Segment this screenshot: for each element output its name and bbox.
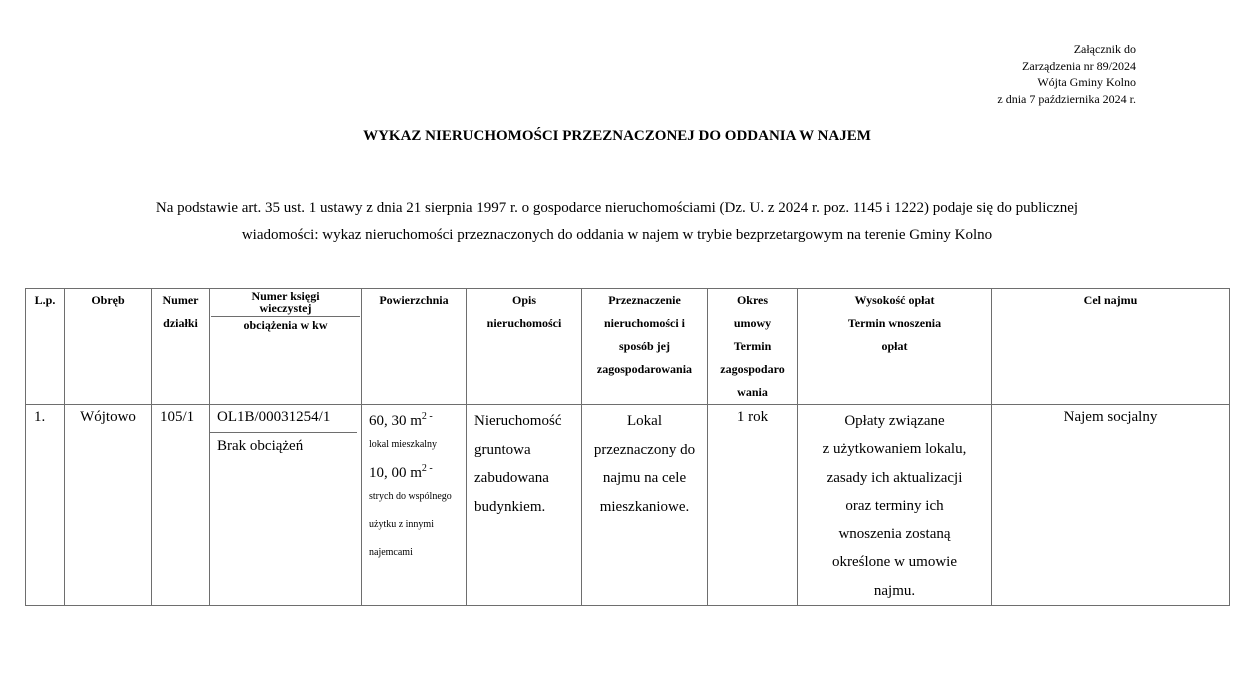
- header-cel: Cel najmu: [992, 289, 1230, 405]
- area-label: lokal mieszkalny: [369, 439, 438, 450]
- cell-okres: 1 rok: [708, 405, 798, 606]
- cell-powierzchnia: 60, 30 $m^{2 -}$ lokal mieszkalny 10, 00 $m^{2 -}$ strych do wspólnego użytku z innymi najemcami: [362, 405, 467, 606]
- property-table: [25, 288, 1230, 606]
- header-lp: L.p.: [26, 289, 65, 405]
- annex-line: Załącznik do: [1073, 42, 1136, 56]
- area-label: strych do wspólnego: [369, 491, 452, 502]
- header-ksiega-wieczysta: Numer księgi wieczystej obciążenia w kw: [210, 289, 362, 405]
- header-okres: Okres umowy Termin zagospodaro wania: [708, 289, 798, 405]
- cell-numer-dzialki: 105/1: [152, 405, 210, 606]
- cell-lp: 1.: [26, 405, 65, 606]
- cell-przeznaczenie: Lokal przeznaczony do najmu na cele mieszkaniowe.: [582, 405, 708, 606]
- header-numer-dzialki: Numer działki: [152, 289, 210, 405]
- area-label: użytku z innymi: [369, 519, 434, 530]
- area-value: 10, 00 m: [369, 465, 422, 481]
- document-title: WYKAZ NIERUCHOMOŚCI PRZEZNACZONEJ DO ODDANIA W NAJEM: [363, 128, 871, 144]
- header-obreb: Obręb: [65, 289, 152, 405]
- kw-obciazenia: Brak obciążeń: [217, 438, 304, 454]
- area-label: najemcami: [369, 547, 413, 558]
- annex-line: Zarządzenia nr 89/2024: [1022, 58, 1136, 73]
- cell-ksiega-wieczysta: [210, 405, 362, 606]
- table-header-row: [26, 289, 1230, 405]
- annex-line: z dnia 7 października 2024 r.: [997, 91, 1136, 106]
- table-row: [26, 405, 1230, 606]
- annex-note: [997, 41, 1136, 107]
- cell-opis: Nieruchomość gruntowa zabudowana budynkiem.: [467, 405, 582, 606]
- kw-number: OL1B/00031254/1: [210, 405, 357, 433]
- annex-line: Wójta Gminy Kolno: [1037, 75, 1136, 89]
- cell-cel: Najem socjalny: [992, 405, 1230, 606]
- header-oplaty: Wysokość opłat Termin wnoszenia opłat: [798, 289, 992, 405]
- header-przeznaczenie: Przeznaczenie nieruchomości i sposób jej zagospodarowania: [582, 289, 708, 405]
- intro-paragraph: [0, 195, 1234, 249]
- area-value: 60, 30 m: [369, 413, 422, 429]
- header-opis: Opis nieruchomości: [467, 289, 582, 405]
- header-powierzchnia: Powierzchnia: [362, 289, 467, 405]
- cell-obreb: Wójtowo: [65, 405, 152, 606]
- intro-line: Na podstawie art. 35 ust. 1 ustawy z dnia 21 sierpnia 1997 r. o gospodarce nieruchomościami (Dz. U. z 2024 r. poz. 1145 i 1222) podaje się do publicznej: [155, 200, 1079, 216]
- intro-line: wiadomości: wykaz nieruchomości przeznaczonych do oddania w najem w trybie bezprzetargowym na terenie Gminy Kolno: [241, 227, 993, 243]
- cell-oplaty: Opłaty związane z użytkowaniem lokalu, zasady ich aktualizacji oraz terminy ich wnoszenia zostaną określone w umowie najmu.: [798, 405, 992, 606]
